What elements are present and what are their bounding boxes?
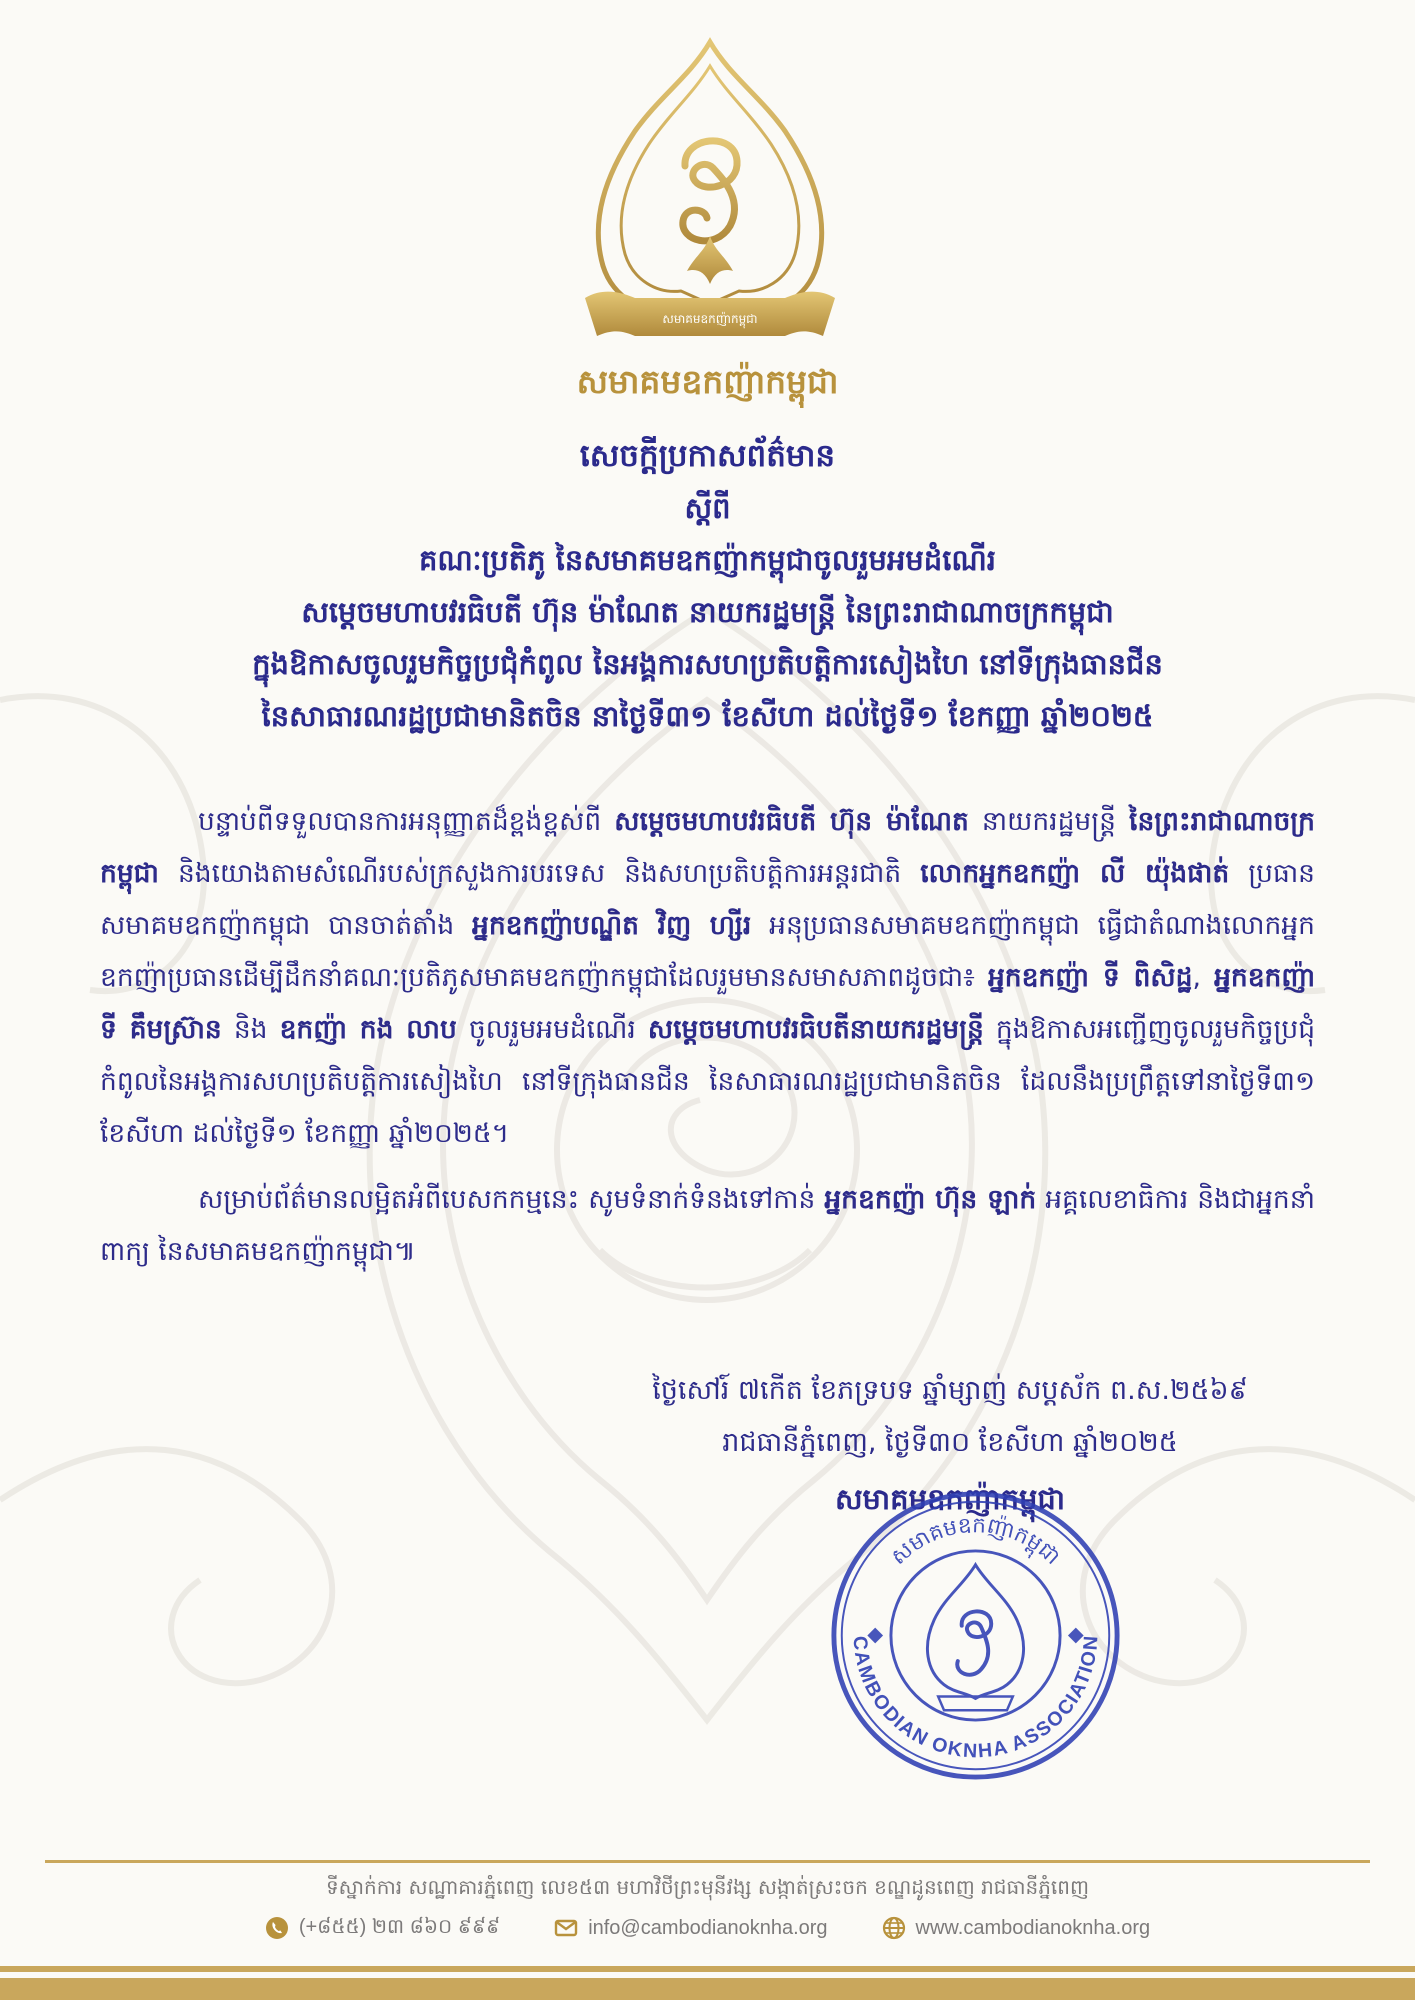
title-line-5: ក្នុងឱកាសចូលរួមកិច្ចប្រជុំកំពូល នៃអង្គការសហប្រតិបត្តិការសៀងហៃ នៅទីក្រុងធានជីន [252, 647, 1163, 681]
email-address: info@cambodianoknha.org [588, 1916, 828, 1939]
phone-icon [265, 1916, 289, 1940]
seal-khmer-text: សមាគមឧកញ៉ាកម្ពុជា [886, 1513, 1065, 1571]
title-line-4: សម្ដេចមហាបវរធិបតី ហ៊ុន ម៉ាណែត នាយករដ្ឋមន្ត្រី នៃព្រះរាជាណាចក្រកម្ពុជា [301, 595, 1114, 629]
title-line-2: ស្ដីពី [684, 491, 731, 525]
bottom-gold-stripe [0, 1966, 1415, 1972]
body-text: សម្រាប់ព័ត៌មានលម្អិតអំពីបេសកកម្មនេះ សូមទំនាក់ទំនងទៅកាន់ [198, 1184, 825, 1215]
body-bold-text: សម្ដេចមហាបវរធិបតី ហ៊ុន ម៉ាណែត [614, 806, 969, 837]
lunar-date: ថ្ងៃសៅរ៍ ៧កើត ខែភទ្របទ ឆ្នាំម្សាញ់ សប្តស័ក ព.ស.២៥៦៩ [652, 1375, 1248, 1406]
announcement-body [100, 796, 1315, 1278]
globe-icon [882, 1916, 906, 1940]
footer-address: ទីស្នាក់ការ សណ្ឋាគារភ្នំពេញ លេខ៥៣ មហាវិថីព្រះមុនីវង្ស សង្កាត់ស្រះចក ខណ្ឌដូនពេញ រាជធានីភ្នំពេញ [325, 1875, 1090, 1899]
contact-website[interactable] [882, 1916, 1151, 1940]
body-text: បន្ទាប់ពីទទួលបានការអនុញ្ញាតដ៏ខ្ពង់ខ្ពស់ពី [198, 806, 615, 837]
body-text: ក្នុងឱកាសអញ្ជើញចូលរួមកិច្ចប្រជុំកំពូលនៃអង្គការសហប្រតិបត្តិការសៀងហៃ នៅទីក្រុងធានជីន នៃសាធារណរដ្ឋប្រជាមានិតចិន ដែលនឹងប្រព្រឹត្តទៅនាថ្ងៃទី៣១ ខែសីហា ដល់ថ្ងៃទី១ ខែកញ្ញា ឆ្នាំ២០២៥។ [100, 1014, 1316, 1149]
official-seal-stamp [828, 1488, 1123, 1783]
organization-name: សមាគមឧកញ៉ាកម្ពុជា [576, 362, 839, 401]
body-text: និង [221, 1014, 280, 1045]
announcement-title [60, 430, 1355, 742]
body-text: អគ្គលេខាធិការ និងជាអ្នកនាំពាក្យ នៃសមាគមឧកញ៉ាកម្ពុជា៕ [100, 1184, 1315, 1267]
body-text: អនុប្រធានសមាគមឧកញ៉ាកម្ពុជា ធ្វើជាតំណាងលោកអ្នកឧកញ៉ាប្រធានដើម្បីដឹកនាំគណៈប្រតិភូសមាគមឧកញ៉ាកម្ពុជាដែលរួមមានសមាសភាពដូចជា៖ [100, 910, 1315, 993]
title-line-6: នៃសាធារណរដ្ឋប្រជាមានិតចិន នាថ្ងៃទី៣១ ខែសីហា ដល់ថ្ងៃទី១ ខែកញ្ញា ឆ្នាំ២០២៥ [261, 699, 1154, 733]
body-text: និងយោងតាមសំណើរបស់ក្រសួងការបរទេស និងសហប្រតិបត្តិការអន្តរជាតិ [158, 858, 921, 889]
website-url: www.cambodianoknha.org [915, 1916, 1151, 1939]
body-text: , [1192, 962, 1215, 993]
phone-number: (+៨៥៥) ២៣ ៨៦០ ៩៩៩ [298, 1916, 501, 1938]
body-bold-text: អ្នកឧកញ៉ា ហ៊ុន ឡាក់ [824, 1184, 1037, 1215]
body-text: ប្រធានសមាគមឧកញ៉ាកម្ពុជា បានចាត់តាំង [100, 858, 1315, 941]
title-line-3: គណៈប្រតិភូ នៃសមាគមឧកញ៉ាកម្ពុជាចូលរួមអមដំណើរ [419, 543, 996, 577]
body-bold-text: អ្នកឧកញ៉ាបណ្ឌិត វិញ ហ្សីរ [472, 910, 752, 941]
organization-emblem [565, 36, 855, 356]
body-paragraph-1 [100, 796, 1315, 1160]
body-bold-text: ឧកញ៉ា កង លាប [279, 1014, 457, 1045]
email-icon [554, 1916, 578, 1940]
bottom-gold-band [0, 1978, 1415, 2000]
body-bold-text: លោកអ្នកឧកញ៉ា លី យ៉ុងផាត់ [920, 858, 1230, 889]
footer-contacts [0, 1913, 1415, 1943]
body-text: ចូលរួមអមដំណើរ [456, 1014, 648, 1045]
body-paragraph-2 [100, 1174, 1315, 1278]
body-bold-text: អ្នកឧកញ៉ា ទី គឹមស្រ៊ាន [100, 962, 1315, 1045]
title-line-1: សេចក្ដីប្រកាសព័ត៌មាន [579, 438, 836, 474]
contact-phone[interactable] [265, 1913, 500, 1943]
footer-divider [45, 1860, 1370, 1863]
emblem-ribbon-text: សមាគមឧកញ៉ាកម្ពុជា [662, 312, 758, 326]
body-bold-text: អ្នកឧកញ៉ា ទី ពិសិដ្ឋ [987, 962, 1193, 993]
body-bold-text: សម្ដេចមហាបវរធិបតីនាយករដ្ឋមន្ត្រី [647, 1014, 984, 1045]
body-text: នាយករដ្ឋមន្ត្រី [968, 806, 1130, 837]
place-and-date: រាជធានីភ្នំពេញ, ថ្ងៃទី៣០ ខែសីហា ឆ្នាំ២០២៥ [722, 1427, 1178, 1458]
seal-english-text: CAMBODIAN OKNHA ASSOCIATION [848, 1635, 1103, 1763]
signatory-organization: សមាគមឧកញ៉ាកម្ពុជា [834, 1482, 1066, 1516]
contact-email[interactable] [554, 1916, 827, 1940]
body-bold-text: នៃព្រះរាជាណាចក្រកម្ពុជា [100, 806, 1315, 889]
